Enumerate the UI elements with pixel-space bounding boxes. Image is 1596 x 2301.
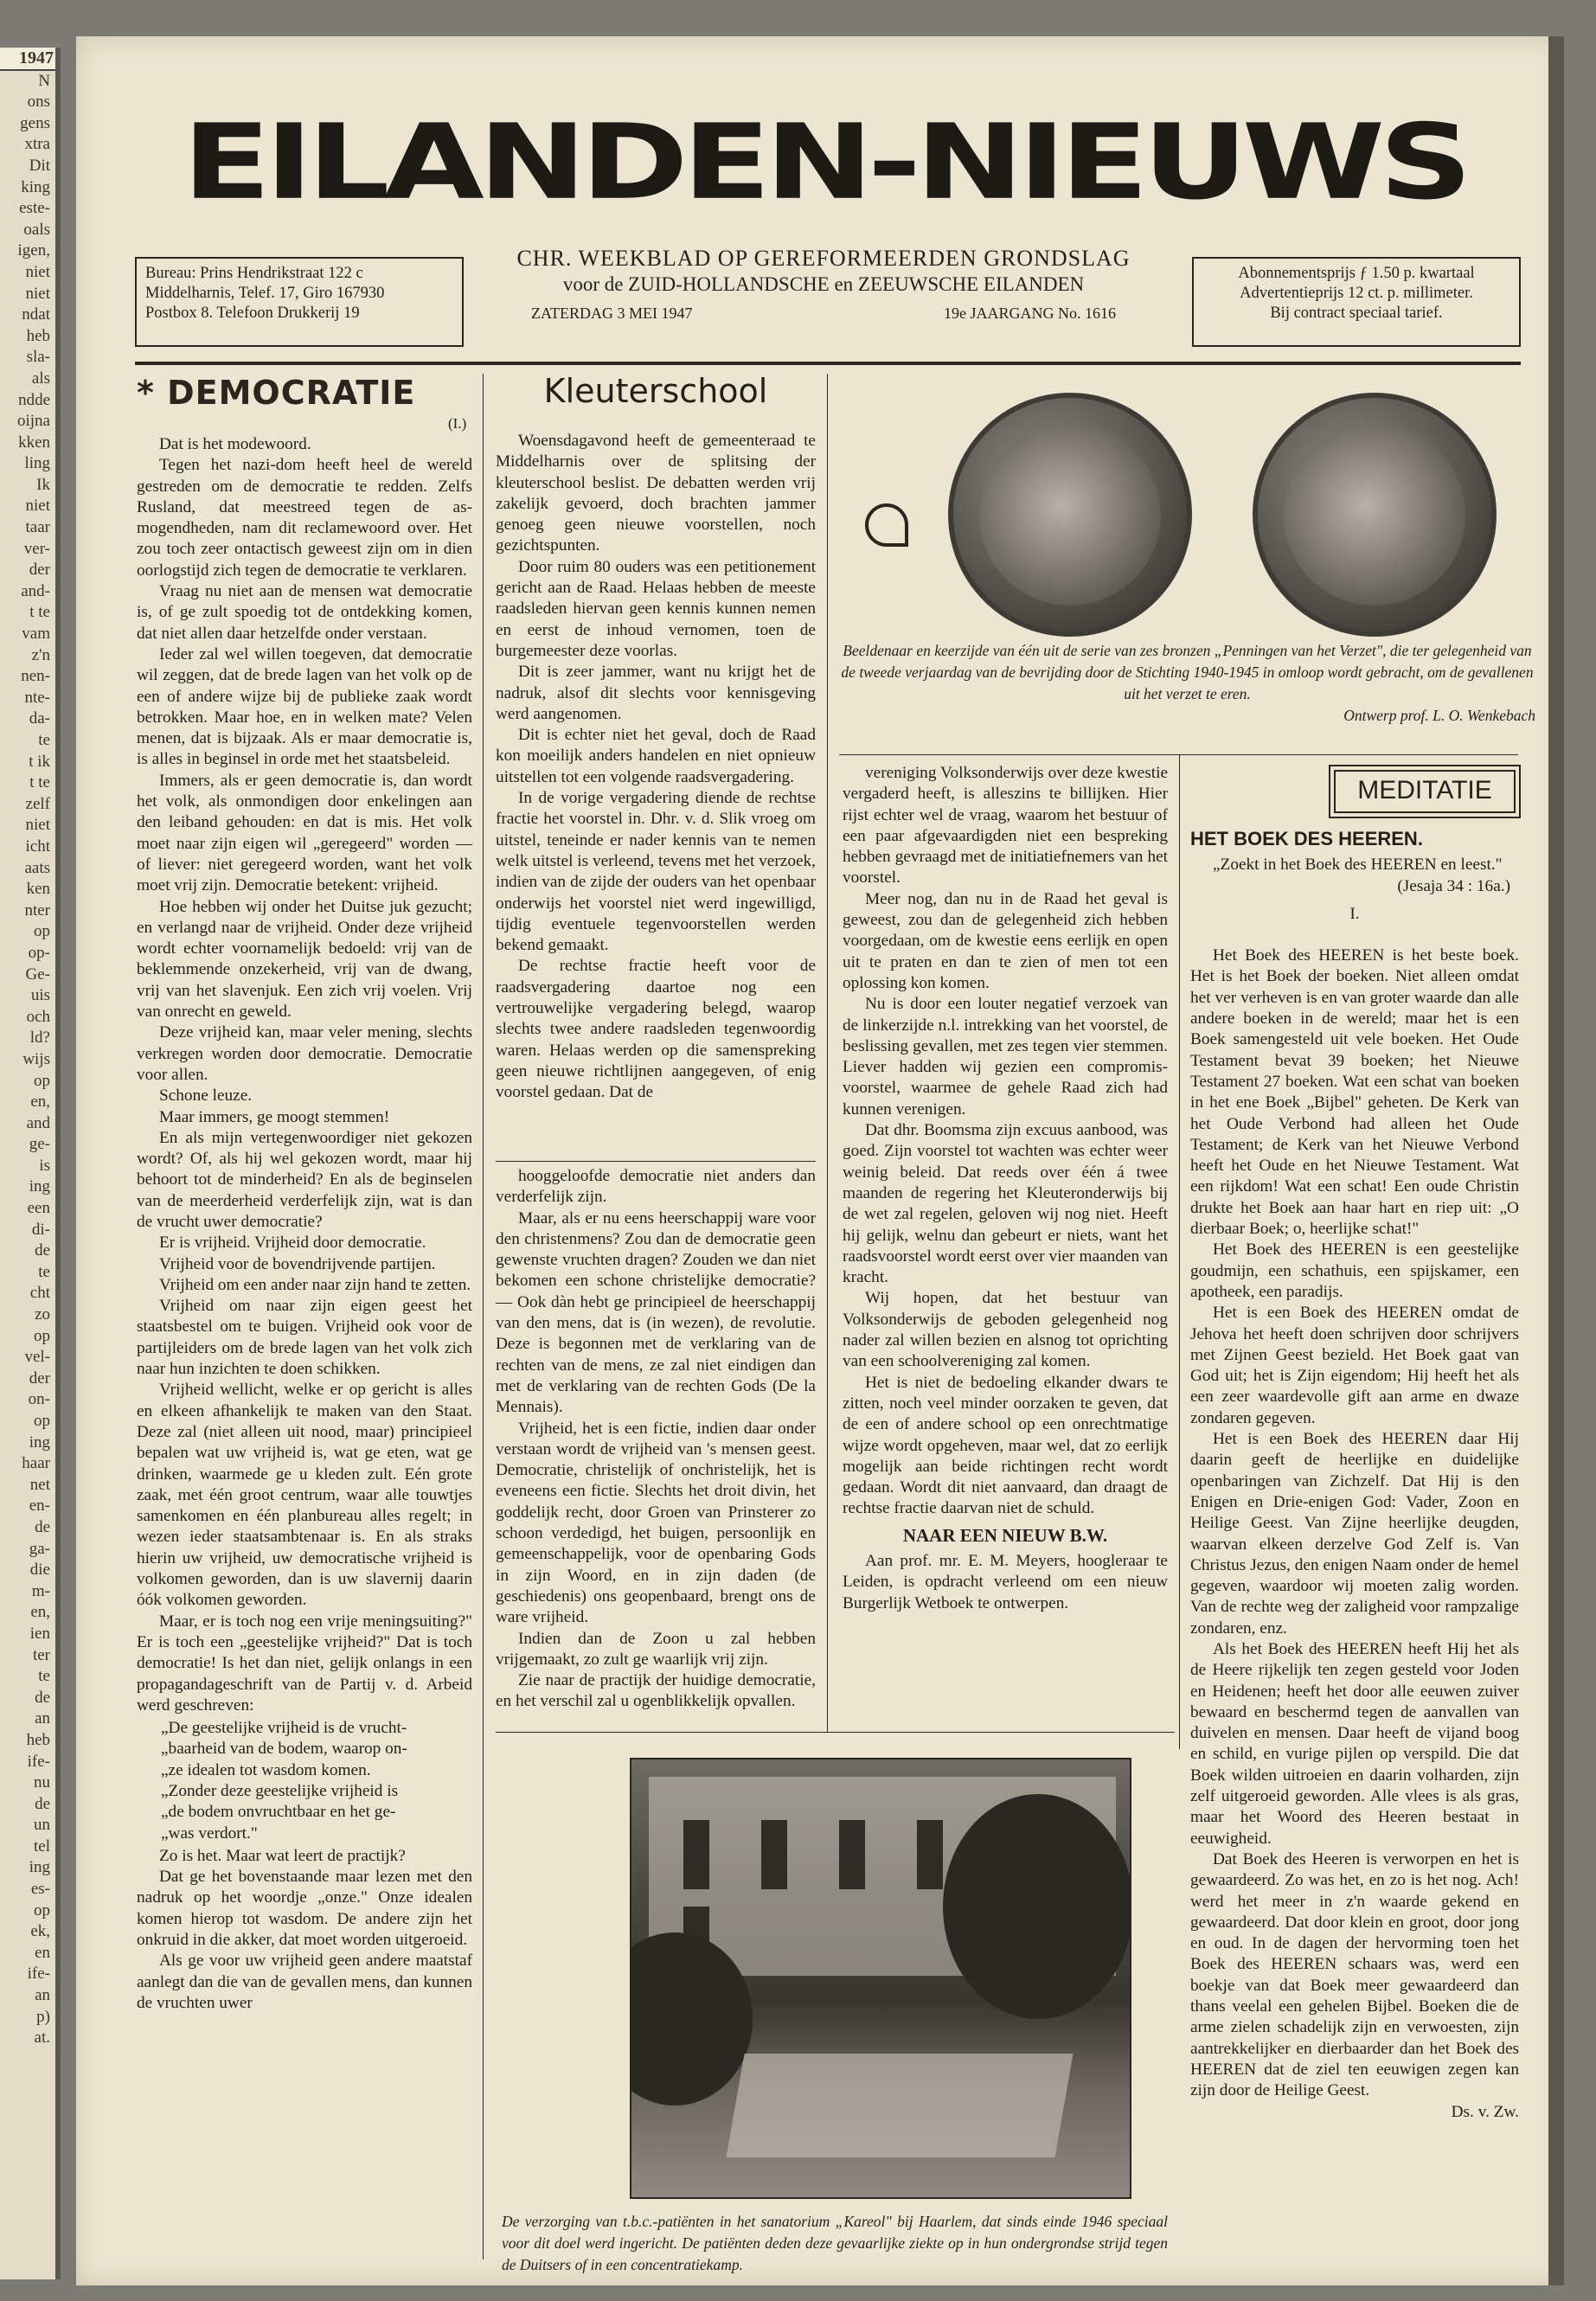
kleuterschool-col1-top [496, 431, 816, 1104]
previous-page-fragment: heb [26, 326, 50, 345]
democratie-quote-line: „baarheid van de bodem, waarop on- [161, 1740, 407, 1759]
democratie-part: (I.) [448, 415, 467, 432]
democratie-paragraph: Dat is het modewoord. [159, 435, 311, 453]
kleuterschool-paragraph: Dit is echter niet het geval, doch de Raad kon moeilijk anders handelen en niet opnieuw uitstellen tot een volgende raadsvergadering. [496, 726, 816, 786]
previous-page-fragment: ken [26, 880, 50, 899]
kleuterschool-paragraph: Door ruim 80 ouders was een petitionement gericht aan de Raad. Helaas hebben de meeste raadsleden hiervan geen kennis kunnen nemen en eerst de inhoud vernomen, toen de burgemeester deze voorlas. [496, 557, 816, 660]
democratie-continued-paragraph: Vrijheid, het is een fictie, indien daar onder verstaan wordt de vrijheid van 's mensen geest. Democratie, christelijk of onchristelijk, het is eveneens een fictie. Slechts het droit divin, het goddelijk recht, door Groen van Prinsterer zo schoon verdedigd, het buigen, persoonlijk en gemeenschappelijk, voor de openbaring Gods in zijn Woord, en in zijn daden (de geschiedenis) ons geopenbaard, brengt ons de ware vrijheid. [496, 1419, 816, 1627]
previous-page-fragments [0, 71, 55, 2049]
meditatie-numeral: I. [1349, 904, 1360, 923]
previous-page-fragment: icht [25, 836, 50, 856]
previous-page-fragment: oijna [17, 412, 50, 431]
kleuterschool-col1-bottom [496, 1166, 816, 1713]
democratie-quote-line: „De geestelijke vrijheid is de vrucht- [161, 1719, 407, 1738]
previous-page-fragment: op [34, 1071, 50, 1090]
previous-page-fragment: ing [29, 1177, 50, 1196]
previous-page-fragment: ver- [23, 539, 50, 558]
kleuterschool-paragraph: De rechtse fractie heeft voor de raadsvergadering daartoe nog een vertrouwelijke vergadering belegd, waarop slechts twee andere raadsleden tegenwoordig waren. Helaas werden op die samenspreking geen nieuwe richtlijnen aangegeven, of enig voorstel gedaan. Dat de [496, 957, 816, 1102]
kleuterschool-paragraph: vereniging Volksonderwijs over deze kwestie vergaderd heeft, is alleszins te billijken. Hier rijst echter wel de vraag, waarom het bestuur of een paar afgevaardigden niet een bespreking hebben gevraagd met de initiatiefnemers van het voorstel. [843, 764, 1168, 888]
democratie-paragraph: Dat ge het bovenstaande maar lezen met den nadruk op het woordje „onze." Onze idealen komen hierop tot wasdom. De andere zijn het onkruid in die akker, dat moet worden uitgeroeid. [137, 1868, 472, 1950]
page-binding [1548, 36, 1564, 2285]
democratie-paragraph: Maar, er is toch nog een vrije meningsuiting?" Er is toch een „geestelijke vrijheid?" Dat is toch democratie! Is het dan niet, gelijk onlangs in een propagandageschrift van de Partij v. d. Arbeid werd geschreven: [137, 1612, 472, 1715]
subscription-line-2: Advertentieprijs 12 ct. p. millimeter. [1240, 285, 1473, 302]
democratie-article [137, 434, 472, 2014]
meditatie-paragraph: Het Boek des HEEREN is een geestelijke goudmijn, een schathuis, een spijskamer, een apotheek, een paradijs. [1190, 1240, 1519, 1301]
democratie-paragraph: Er is vrijheid. Vrijheid door democratie. [159, 1234, 426, 1253]
previous-page-fragment: te [38, 1667, 50, 1686]
previous-page-fragment: sla- [26, 348, 50, 367]
previous-page-fragment: ife- [27, 1965, 50, 1984]
previous-page-fragment: at. [34, 2029, 50, 2048]
previous-page-fragment: ien [29, 1624, 50, 1643]
democratie-continued-paragraph: Zie naar de practijk der huidige democratie, en het verschil zal u ogenblikkelijk opvallen. [496, 1671, 816, 1711]
previous-page-strip [0, 48, 61, 2279]
newspaper-logo-icon [865, 503, 908, 547]
democratie-paragraph: En als mijn vertegenwoordiger niet gekozen wordt? Of, als hij wel gekozen wordt, maar hij behoort tot de minderheid? En als de beginselen van de meerderheid verderfelijk zijn, wat is dan de vrucht uwer democratie? [137, 1128, 472, 1231]
previous-page-fragment: niet [25, 284, 50, 303]
previous-page-fragment: xtra [24, 135, 50, 154]
democratie-paragraph: Schone leuze. [159, 1086, 253, 1106]
meditatie-quote: „Zoekt in het Boek des HEEREN en leest." [1213, 856, 1503, 875]
democratie-paragraph: Immers, als er geen democratie is, dan wordt het volk, als onmondigen door enkelingen aan den leiband gehouden: en dat is mis. Het volk moet naar zijn eigen wil „geregeerd" worden — of liever: niet geregeerd worden, want het volk moet vrij zijn. Democratie betekent: vrijheid. [137, 771, 472, 895]
previous-page-fragment: ife- [27, 1752, 50, 1771]
column-rule-3 [1179, 754, 1180, 1749]
col-divider [496, 1161, 816, 1162]
previous-page-fragment: an [35, 1986, 50, 2005]
kleuterschool-title: Kleuterschool [543, 372, 768, 410]
previous-page-fragment: zo [35, 1305, 50, 1324]
photo-rule [496, 1732, 1175, 1733]
coin-caption [839, 640, 1535, 727]
address-box [135, 257, 464, 347]
democratie-paragraph: Vraag nu niet aan de mensen wat democratie is, of ge zult spoedig tot de ontdekking komen, dat niet allen daar hetzelfde onder verstaan. [137, 582, 472, 643]
subscription-line-3: Bij contract speciaal tarief. [1270, 304, 1443, 322]
kleuterschool-paragraph: Meer nog, dan nu in de Raad het geval is geweest, zou dan de gelegenheid zich hebben voorgedaan, om de kwestie eens eerlijk en open uit te praten en dan te zien of men tot een oplossing kon komen. [843, 889, 1168, 992]
democratie-quote-line: „de bodem onvruchtbaar en het ge- [161, 1803, 396, 1822]
bw-text: Aan prof. mr. E. M. Meyers, hoogleraar te Leiden, is opdracht verleend om een nieuw Burgerlijk Wetboek te ontwerpen. [843, 1551, 1168, 1612]
democratie-paragraph: Hoe hebben wij onder het Duitse juk gezucht; en verlangd naar de vrijheid. Onder deze vrijheid wordt echter voornamelijk bedoeld: vrij van de beklemmende onzekerheid, vrij van de dwang, vrij van het slavenjuk. Een zich vrij voelen. Vrij van onrecht en geweld. [137, 897, 472, 1022]
previous-page-fragment: t te [29, 773, 50, 792]
previous-page-fragment: nte- [24, 688, 50, 707]
header-rule [135, 362, 1521, 365]
issue-date: ZATERDAG 3 MEI 1947 [531, 304, 693, 322]
previous-page-fragment: p) [36, 2007, 50, 2026]
subtitle-line-2: voor de ZUID-HOLLANDSCHE en ZEEUWSCHE EILANDEN [562, 273, 1085, 295]
meditatie-signature: Ds. v. Zw. [1451, 2102, 1519, 2121]
coin-obverse-image [948, 393, 1192, 637]
previous-page-fragment: als [31, 369, 50, 388]
previous-page-fragment: ling [24, 454, 50, 473]
democratie-paragraph: Vrijheid om een ander naar zijn hand te zetten. [159, 1275, 471, 1294]
previous-page-fragment: ge- [29, 1135, 50, 1154]
previous-page-fragment: kken [18, 433, 50, 452]
meditatie-paragraph: Dat Boek des Heeren is verworpen en het is gewaardeerd. Zo was het, en zo is het nog. Ach! werd het meer in z'n waarde gekend en gewaardeerd. Dat door klein en groot, door jong en oud. In de dagen der hervorming toen het Boek des HEEREN schaars was, werd een boekje van dat Boek meer gewaardeerd dan thans veelal een gehelen Bijbel. Boeken die de arme zielen schadelijk zijn en verwoesten, zijn aantrekkelijker en dierbaarder dan het Boek des HEEREN dat de ziel ten eeuwigen zegen kan zijn door de Heilige Geest. [1190, 1849, 1519, 2100]
subtitle-line-1: CHR. WEEKBLAD OP GEREFORMEERDEN GRONDSLAG [516, 246, 1131, 271]
previous-page-fragment: zelf [25, 794, 50, 813]
meditatie-paragraph: Het is een Boek des HEEREN daar Hij daarin geeft de heerlijke en duidelijke openbaringen van Zichzelf. Dat Hij is den Enigen en Drie-enigen God: Vader, Zoon en Heilige Geest. Van Zijne heerlijke deugden, waarvan elkeen derzelve God Zelf is. Van Christus Jezus, den enigen Naam onder de hemel gegeven, waardoor wij moeten zalig worden. Van de rechte weg der zaligheid voor rampzalige zondaren, enz. [1190, 1430, 1519, 1638]
democratie-paragraph: Ieder zal wel willen toegeven, dat democratie wil zeggen, dat de brede lagen van het volk op de een of andere wijze bij de publieke zaak wordt betrokken. Maar hoe, en in welken mate? Velen menen, dat is bijzaak. Als er maar democratie is, is alles in beginsel in orde met het staatsbeleid. [137, 644, 472, 769]
previous-page-fragment: da- [29, 709, 50, 728]
previous-page-fragment: ek, [30, 1922, 50, 1941]
previous-page-fragment: niet [25, 262, 50, 281]
subtitle-block [516, 246, 1131, 323]
previous-page-fragment: ndat [22, 305, 50, 324]
kleuterschool-paragraph: Het is niet de bedoeling elkander dwars te zitten, noch veel minder oorzaken te geven, dat de een of andere school op een onrechtmatige wijze wordt opgeheven, maar wel, dat zo eerlijk mogelijk aan beide richtingen recht wordt gedaan. Wordt dit niet aanvaard, dan draagt de rechtse fractie daarvan niet de schuld. [843, 1373, 1168, 1518]
previous-page-fragment: niet [25, 816, 50, 835]
address-line-1: Bureau: Prins Hendrikstraat 122 c [145, 265, 363, 282]
previous-page-fragment: oals [23, 220, 50, 239]
meditatie-box-title: MEDITATIE [1334, 770, 1516, 813]
democratie-paragraph: Tegen het nazi-dom heeft heel de wereld gestreden om de democratie te redden. Zelfs Rusland, dat meestreed tegen de as-mogendheden, nam dit reclamewoord over. Het zou toch zeer ontactisch geweest zijn om in dien oorlogstijd zich tegen de democratie te verklaren. [137, 456, 472, 580]
subscription-box [1192, 257, 1521, 347]
coin-credit: Ontwerp prof. L. O. Wenkebach [1343, 707, 1535, 724]
meditatie-title: HET BOEK DES HEEREN. [1190, 828, 1423, 849]
meditatie-ref: (Jesaja 34 : 16a.) [1397, 876, 1510, 895]
previous-page-fragment: ga- [29, 1539, 50, 1558]
meditatie-paragraph: Het is een Boek des HEEREN omdat de Jehova het heeft doen schrijven door schrijvers met Zijnen Geest bezield. Het Boek gaat van God uit; het is Zijn eigendom; Hij heeft het als een zeer waardevolle gift aan arme en dwaze zondaren gegeven. [1190, 1304, 1519, 1427]
previous-page-fragment: en [35, 1943, 50, 1962]
previous-page-year: 1947 [0, 48, 55, 71]
democratie-quote-line: „Zonder deze geestelijke vrijheid is [161, 1782, 399, 1800]
previous-page-fragment: wijs [22, 1049, 50, 1068]
meditatie-paragraph: Het Boek des HEEREN is het beste boek. Het is het Boek der boeken. Niet alleen omdat het ver verheven is en van groter waarde dan alle andere boeken in de wereld; maar het is een Boek samengesteld uit vele boeken. Het Oude Testament bevat 39 boeken; het Nieuwe Testament 27 boeken. Wat een schat van boeken in het ene Boek „Bijbel" geheten. De Kerk van het Oude Verbond had alleen het Oude Testament; de Kerk van het Nieuwe Verbond heeft het Oude en het Nieuwe Testament. Wat een rijkdom! Wat een schat! Een oude Christin drukte het Boek aan haar hart en riep uit: „O dierbaar Boek; o, heerlijke schat!" [1190, 946, 1519, 1239]
previous-page-fragment: en- [29, 1497, 50, 1516]
previous-page-fragment: op [34, 922, 50, 941]
coin-rule [839, 754, 1518, 755]
subscription-line-1: Abonnementsprijs ƒ 1.50 p. kwartaal [1238, 265, 1475, 282]
democratie-title: * DEMOCRATIE [137, 374, 416, 412]
previous-page-fragment: m- [31, 1581, 50, 1600]
democratie-paragraph: Vrijheid wellicht, welke er op gericht is alles en elkeen afhankelijk te maken van den Staat. Deze zal (niet alleen uit nood, maar) principieel bepalen wat uw vrijheid is, wat ge eten, wat ge drinken, waarmede ge u kleden zult. Eén grote zaak, met één groot centrum, waar alle touwtjes samenkomen en één planbureau alles regelt; in wezen ieder staatsambtenaar is. En als straks hierin uw vrijheid, uw democratische vrijheid is volkomen geworden, dan is uw slavernij daarin óók volkomen geworden. [137, 1381, 472, 1610]
previous-page-fragment: cht [29, 1284, 50, 1303]
previous-page-fragment: an [35, 1709, 50, 1728]
meditatie-article [1190, 824, 1519, 2123]
previous-page-fragment: op [34, 1326, 50, 1345]
previous-page-fragment: niet [25, 497, 50, 516]
sanatorium-photo [630, 1758, 1131, 2199]
previous-page-fragment: on- [28, 1390, 50, 1409]
previous-page-fragment: t ik [29, 752, 50, 771]
previous-page-fragment: un [34, 1816, 50, 1835]
previous-page-fragment: ing [29, 1858, 50, 1877]
previous-page-fragment: and- [21, 581, 50, 600]
previous-page-fragment: z'n [31, 645, 50, 664]
previous-page-fragment: op- [28, 943, 50, 962]
kleuterschool-col2 [843, 763, 1168, 1614]
democratie-paragraph: Als ge voor uw vrijheid geen andere maatstaf aanlegt dan die van de gevallen mens, dan kunnen de vruchten uwer [137, 1952, 472, 2012]
previous-page-fragment: and [26, 1113, 50, 1132]
previous-page-fragment: vam [22, 625, 50, 644]
previous-page-fragment: op [34, 1412, 50, 1430]
previous-page-fragment: taar [25, 518, 50, 537]
previous-page-fragment: nter [24, 901, 50, 920]
previous-page-fragment: der [29, 1368, 50, 1388]
previous-page-fragment: ndde [18, 390, 50, 409]
previous-page-fragment: Dit [29, 156, 50, 175]
previous-page-fragment: t te [29, 603, 50, 622]
previous-page-fragment: Ik [36, 475, 50, 494]
previous-page-fragment: haar [22, 1454, 50, 1473]
masthead-title: EILANDEN-NIEUWS [182, 114, 1467, 211]
previous-page-fragment: te [38, 1262, 50, 1281]
previous-page-fragment: de [35, 1794, 50, 1813]
previous-page-fragment: igen, [17, 241, 50, 260]
previous-page-fragment: nu [34, 1773, 50, 1792]
meditatie-paragraph: Als het Boek des HEEREN heeft Hij het als de Heere rijkelijk ten zegen gesteld voor Joden en Heidenen; heeft het door alle eeuwen zuiver bewaard en beschermd tegen de aanvallen van duivelen en mensen. Daar heeft de vijand boog en schild, en vurige pijlen op verspild. Die dat Boek wilden uitroeien en daarin volharden, zijn zelf uitgeroeid geworden. Alle vlees is als gras, maar het Woord des Heeren bestaat in eeuwigheid. [1190, 1639, 1519, 1848]
previous-page-fragment: di- [31, 1220, 50, 1239]
previous-page-fragment: en, [30, 1093, 50, 1112]
previous-page-fragment: aats [24, 858, 50, 877]
previous-page-fragment: tel [34, 1836, 50, 1856]
kleuterschool-paragraph: Wij hopen, dat het bestuur van Volksonderwijs de geboden gelegenheid nog nader zal willen bezien en alsnog tot oprichting van een schoolvereniging zal komen. [843, 1289, 1168, 1371]
address-line-3: Postbox 8. Telefoon Drukkerij 19 [145, 304, 360, 322]
coin-caption-text: Beeldenaar en keerzijde van één uit de serie van zes bronzen „Penningen van het Verzet", die ter gelegenheid van de tweede verjaardag van de bevrijding door de Stichting 1940-1945 in omloop wordt gebracht, om de gevallenen uit het verzet te eren. [841, 642, 1534, 702]
previous-page-fragment: uis [30, 986, 50, 1005]
newspaper-page [76, 36, 1564, 2285]
previous-page-fragment: ter [32, 1645, 50, 1664]
previous-page-fragment: de [35, 1688, 50, 1707]
democratie-quote-line: „was verdort." [161, 1823, 258, 1843]
kleuterschool-paragraph: Woensdagavond heeft de gemeenteraad te Middelharnis over de splitsing der kleuterschool beslist. De debatten werden vrij zakelijk gevoerd, doch brachten jammer genoeg geen nieuwe voorstellen, noch gezichtspunten. [496, 432, 816, 555]
democratie-continued-paragraph: hooggeloofde democratie niet anders dan verderfelijk zijn. [496, 1167, 816, 1207]
previous-page-fragment: te [38, 731, 50, 749]
previous-page-fragment: ons [27, 93, 50, 112]
democratie-quote-line: „ze idealen tot wasdom komen. [161, 1760, 371, 1779]
address-line-2: Middelharnis, Telef. 17, Giro 167930 [145, 285, 385, 302]
previous-page-fragment: este- [19, 199, 50, 218]
previous-page-fragment: och [26, 1007, 50, 1026]
previous-page-fragment: ld? [29, 1029, 50, 1048]
previous-page-fragment: heb [26, 1730, 50, 1749]
previous-page-fragment: die [29, 1561, 50, 1580]
kleuterschool-paragraph: Dat dhr. Boomsma zijn excuus aanbood, was goed. Zijn voorstel tot wachten was echter weer weinig beleid. Dat reeds over één á twee maanden de regering het Kleuteronderwijs bij de wet zal regelen, geloven wij nog niet. Heeft hij gelijk, welnu dan gebeurt er niets, want het raadsvoorstel wordt eerst over vier maanden van kracht. [843, 1121, 1168, 1287]
coin-reverse-image [1253, 393, 1497, 637]
democratie-paragraph: Vrijheid om naar zijn eigen geest het staatsbestel om te buigen. Vrijheid ook voor de partijleiders om de brede lagen van het volk zich naar hun inzichten te doen schikken. [137, 1297, 472, 1379]
previous-page-fragment: Ge- [25, 965, 50, 984]
previous-page-fragment: net [29, 1475, 50, 1494]
previous-page-fragment: op [34, 1900, 50, 1920]
previous-page-fragment: nen- [21, 667, 50, 686]
kleuterschool-paragraph: Dit is zeer jammer, want nu krijgt het de nadruk, alsof dit slechts voor kennisgeving werd aangenomen. [496, 663, 816, 723]
previous-page-fragment: king [21, 177, 50, 196]
previous-page-fragment: N [38, 71, 50, 90]
column-rule-2 [827, 374, 828, 1732]
kleuterschool-paragraph: In de vorige vergadering diende de rechtse fractie het voorstel in. Dhr. v. d. Slik vroeg om uitstel, teneinde er nader kennis van te nemen welk uitstel is verleend, tevens met het verzoek, indien van de zijde der ouders van het openbaar onderwijs het voorstel niet werd ingewilligd, tijdig eventuele tegenvoorstellen werden bekend gemaakt. [496, 789, 816, 955]
previous-page-fragment: is [39, 1156, 50, 1175]
kleuterschool-paragraph: Nu is door een louter negatief verzoek van de linkerzijde n.l. intrekking van het voorstel, de beslissing gevallen, met zes tegen vier stemmen. Liever hadden wij gezien een compromis-voorstel, waarmee de gehele Raad zich had kunnen verenigen. [843, 995, 1168, 1118]
previous-page-fragment: de [35, 1241, 50, 1260]
democratie-paragraph: Maar immers, ge moogt stemmen! [159, 1107, 390, 1126]
previous-page-fragment: vel- [24, 1348, 50, 1367]
previous-page-fragment: es- [30, 1880, 50, 1899]
previous-page-fragment: der [29, 561, 50, 580]
column-rule-1 [483, 374, 484, 2259]
democratie-paragraph: Vrijheid voor de bovendrijvende partijen. [159, 1254, 436, 1273]
previous-page-fragment: gens [20, 113, 50, 132]
bw-title: NAAR EEN NIEUW B.W. [902, 1524, 1108, 1546]
previous-page-fragment: een [27, 1199, 50, 1218]
photo-caption: De verzorging van t.b.c.-patiënten in het sanatorium „Kareol" bij Haarlem, dat sinds einde 1946 speciaal voor dit doel werd ingericht. De patiënten deden deze gevaarlijke ziekte op in hun ondergrondse strijd tegen de Duitsers of in een concentratiekamp. [502, 2213, 1168, 2273]
issue-number: 19e JAARGANG No. 1616 [944, 304, 1116, 322]
democratie-paragraph: Deze vrijheid kan, maar veler mening, slechts verkregen worden door democratie. Democratie voor allen. [137, 1023, 472, 1084]
previous-page-fragment: de [35, 1517, 50, 1536]
previous-page-fragment: ing [29, 1433, 50, 1452]
democratie-continued-paragraph: Indien dan de Zoon u zal hebben vrijgemaakt, zo zult ge waarlijk vrij zijn. [496, 1629, 816, 1669]
previous-page-fragment: en, [30, 1603, 50, 1622]
democratie-continued-paragraph: Maar, als er nu eens heerschappij ware voor den christenmens? Zou dan de democratie geen gewenste vruchten dragen? Zouden we dan niet bekomen een schone christelijke democratie? — Ook dàn hebt ge principieel de heerschappij van den mens, dat is (in wezen), de revolutie. Deze is begonnen met de verklaring van de rechten van de mens, ze zal niet eindigen dan met de verklaring van de rechten Gods (De la Mennais). [496, 1208, 816, 1417]
democratie-paragraph: Zo is het. Maar wat leert de practijk? [159, 1846, 406, 1865]
